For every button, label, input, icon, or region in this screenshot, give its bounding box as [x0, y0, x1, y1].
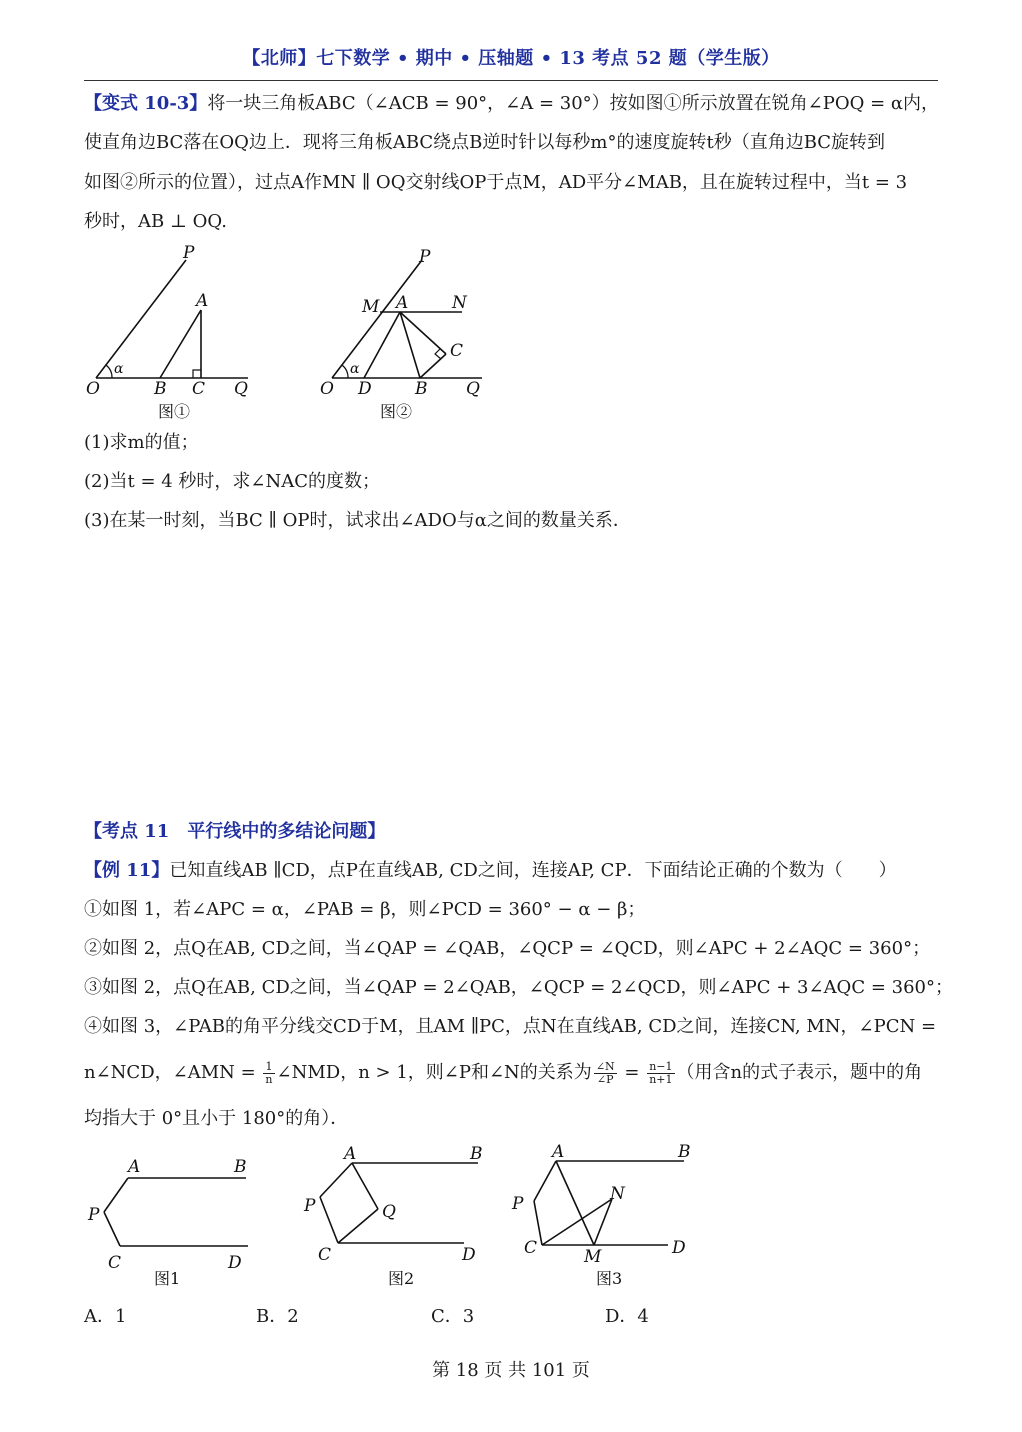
fig2-label-alpha: α — [350, 361, 360, 377]
question-2: (2)当t = 4 秒时，求∠NAC的度数； — [84, 471, 381, 492]
header-divider — [84, 80, 938, 81]
ex-fig2-B: B — [470, 1144, 483, 1164]
variant-figure-1 — [80, 240, 260, 430]
fig2-label-C: C — [450, 341, 464, 361]
ex-fig2-caption: 图2 — [388, 1269, 415, 1288]
fig1-label-alpha: α — [114, 361, 124, 377]
example-figure-2 — [300, 1145, 500, 1290]
variant-figure-2 — [316, 240, 506, 430]
fig1-label-P: P — [183, 243, 195, 263]
ex-fig1-A: A — [128, 1157, 141, 1177]
ex-fig3-caption: 图3 — [596, 1269, 623, 1288]
ex-fig3-A: A — [552, 1142, 565, 1162]
ex-fig3-B: B — [678, 1142, 691, 1162]
ex-fig1-B: B — [234, 1157, 247, 1177]
ex-fig1-caption: 图1 — [154, 1269, 181, 1288]
option-a[interactable]: A．1 — [84, 1306, 127, 1327]
ex-fig3-C: C — [524, 1238, 538, 1258]
variant-line-3: 如图②所示的位置），过点A作MN ∥ OQ交射线OP于点M，AD平分∠MAB，且在旋转过程中，当t = 3 — [84, 172, 908, 193]
fig1-caption: 图① — [158, 402, 191, 421]
ex-fig1-D: D — [228, 1253, 242, 1273]
ex-fig1-P: P — [88, 1205, 100, 1225]
fig2-label-N: N — [452, 293, 467, 313]
fig2-label-P: P — [419, 247, 431, 267]
example-item-4c: 均指大于 0°且小于 180°的角）． — [84, 1108, 349, 1129]
variant-line-1 — [84, 91, 954, 117]
variant-tag: 【变式 10-3】 — [84, 93, 208, 114]
ex-fig3-N: N — [610, 1184, 625, 1204]
fig2-label-M: M — [362, 297, 380, 317]
section-title: 【考点 11 平行线中的多结论问题】 — [84, 821, 386, 842]
fraction-1-over-n — [263, 1061, 274, 1086]
frac2-num: ∠N — [595, 1059, 615, 1073]
example-item-4a: ④如图 3，∠PAB的角平分线交CD于M，且AM ∥PC，点N在直线AB, CD之间，连接CN, MN，∠PCN = — [84, 1016, 937, 1037]
ex-fig1-C: C — [108, 1253, 122, 1273]
ex-fig3-P: P — [512, 1194, 524, 1214]
frac2-den: ∠P — [596, 1072, 614, 1086]
item4-text-1: n∠NCD，∠AMN = — [84, 1062, 262, 1083]
question-3: (3)在某一时刻，当BC ∥ OP时，试求出∠ADO与α之间的数量关系． — [84, 510, 631, 531]
ex-fig2-A: A — [344, 1144, 357, 1164]
option-d[interactable]: D．4 — [605, 1306, 649, 1327]
example-figure-1 — [84, 1150, 274, 1290]
fig1-label-A: A — [196, 291, 209, 311]
frac1-num: 1 — [263, 1061, 274, 1074]
ex-fig2-D: D — [462, 1245, 476, 1265]
fig2-label-O: O — [320, 379, 334, 399]
question-1: (1)求m的值； — [84, 432, 199, 453]
fraction-N-over-P — [594, 1061, 617, 1086]
fig2-label-D: D — [358, 379, 372, 399]
fig1-label-B: B — [154, 379, 167, 399]
fig1-label-C: C — [192, 379, 206, 399]
variant-line-4: 秒时，AB ⊥ OQ. — [84, 211, 227, 232]
item4-eq: = — [618, 1062, 646, 1083]
example-item-1: ①如图 1，若∠APC = α，∠PAB = β，则∠PCD = 360° − α − β； — [84, 899, 646, 920]
ex-fig2-Q: Q — [382, 1202, 396, 1222]
item4-text-3: （用含n的式子表示，题中的角 — [676, 1062, 923, 1083]
fig1-label-Q: Q — [234, 379, 248, 399]
fig2-label-A: A — [396, 293, 409, 313]
item4-text-2: ∠NMD，n > 1，则∠P和∠N的关系为 — [276, 1062, 592, 1083]
ex-fig2-P: P — [304, 1196, 316, 1216]
ex-fig3-M: M — [584, 1247, 602, 1267]
page-header: 【北师】七下数学 • 期中 • 压轴题 • 13 考点 52 题（学生版） — [242, 48, 780, 69]
fig2-caption: 图② — [380, 402, 413, 421]
example-figure-3 — [508, 1142, 708, 1290]
frac1-den: n — [265, 1072, 273, 1086]
fraction-n-ratio — [647, 1061, 674, 1086]
page-footer: 第 18 页 共 101 页 — [432, 1360, 590, 1381]
fig2-label-Q: Q — [466, 379, 480, 399]
ex-fig2-C: C — [318, 1245, 332, 1265]
variant-line-2: 使直角边BC落在OQ边上．现将三角板ABC绕点B逆时针以每秒m°的速度旋转t秒（直角边BC旋转到 — [84, 132, 886, 153]
option-c[interactable]: C．3 — [431, 1306, 475, 1327]
example-item-2: ②如图 2，点Q在AB, CD之间，当∠QAP = ∠QAB，∠QCP = ∠QCD，则∠APC + 2∠AQC = 360°； — [84, 938, 931, 959]
frac3-den: n+1 — [649, 1072, 673, 1086]
example-line-1 — [84, 858, 954, 884]
fig2-label-B: B — [415, 379, 428, 399]
example-item-3: ③如图 2，点Q在AB, CD之间，当∠QAP = 2∠QAB，∠QCP = 2∠QCD，则∠APC + 3∠AQC = 360°； — [84, 977, 953, 998]
variant-text-1: 将一块三角板ABC（∠ACB = 90°，∠A = 30°）按如图①所示放置在锐角∠POQ = α内， — [207, 93, 940, 114]
frac3-num: n−1 — [649, 1059, 673, 1073]
option-b[interactable]: B．2 — [256, 1306, 299, 1327]
example-item-4b — [84, 1056, 954, 1090]
example-tag: 【例 11】 — [84, 860, 170, 881]
fig1-label-O: O — [86, 379, 100, 399]
example-text-1: 已知直线AB ∥CD，点P在直线AB, CD之间，连接AP, CP．下面结论正确的个数为（ ） — [169, 860, 897, 881]
ex-fig3-D: D — [672, 1238, 686, 1258]
